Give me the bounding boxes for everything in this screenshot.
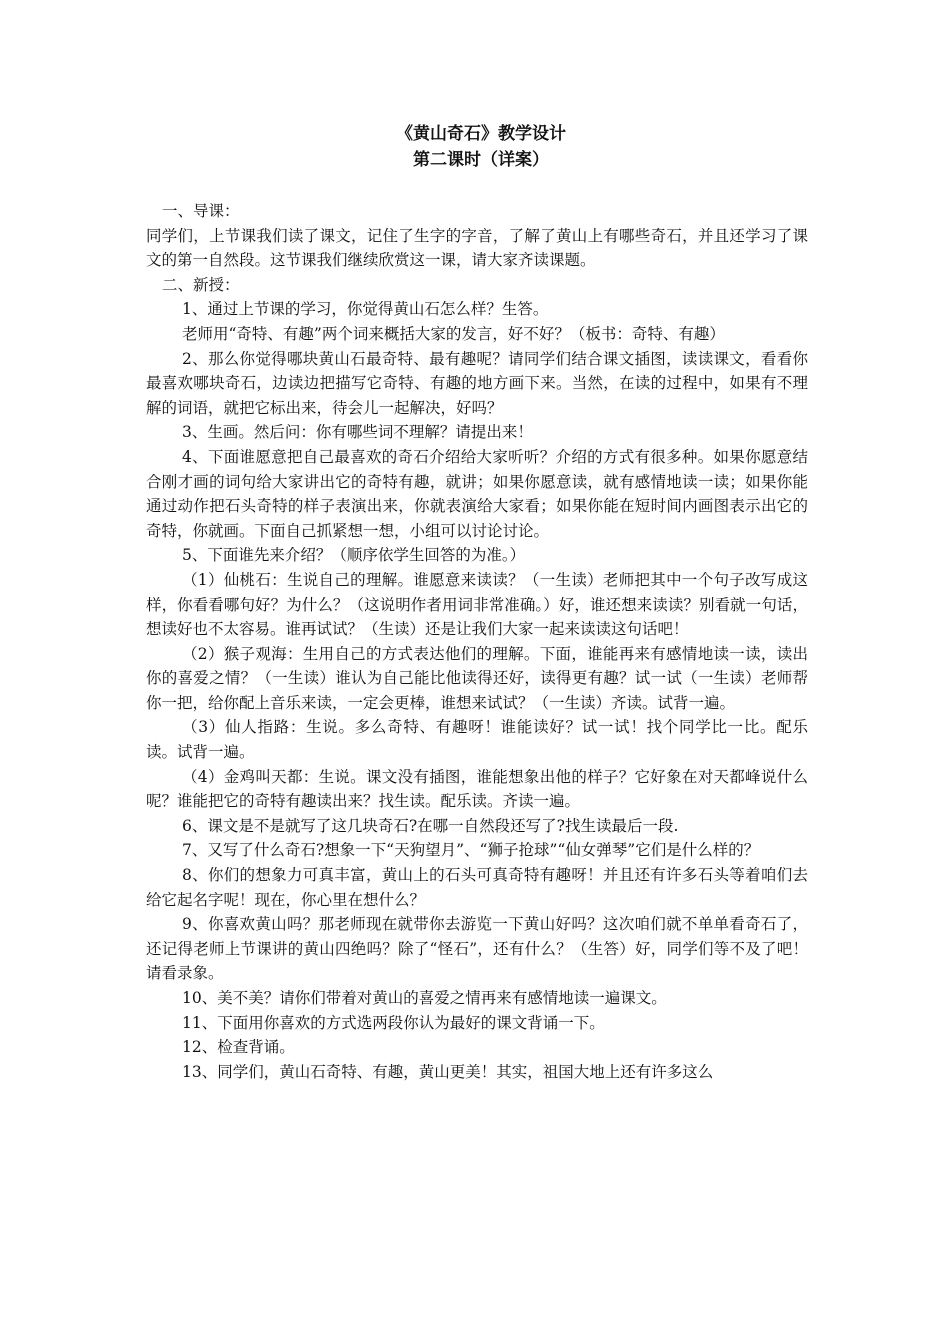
paragraph: 5、下面谁先来介绍？（顺序依学生回答的为准。） — [182, 546, 526, 565]
paragraph: 7、又写了什么奇石?想象一下“天狗望月”、“狮子抢球”“仙女弹琴”它们是什么样的？ — [182, 841, 760, 860]
paragraph: 2、那么你觉得哪块黄山石最奇特、最有趣呢？请同学们结合课文插图，读读课文，看看你最喜欢哪块奇石，边读边把描写它奇特、有趣的地方画下来。当然，在读的过程中，如果有不理解的词语，就把它标出来，待会儿一起解决，好吗？ — [146, 349, 808, 417]
paragraph: （1）仙桃石：生说自己的理解。谁愿意来读读？（一生读）老师把其中一个句子改写成这样，你看看哪句好？为什么？（这说明作者用词非常准确。）好，谁还想来读读？别看就一句话，想读好也不太容易。谁再试试？（生读）还是让我们大家一起来读读这句话吧！ — [146, 570, 808, 639]
paragraph: 同学们，上节课我们读了课文，记住了生字的字音，了解了黄山上有哪些奇石，并且还学习了课文的第一自然段。这节课我们继续欣赏这一课，请大家齐读课题。 — [146, 226, 808, 270]
document-title: 《黄山奇石》教学设计 — [396, 124, 566, 144]
section-heading-intro: 一、导课： — [162, 202, 240, 220]
paragraph: 13、同学们，黄山石奇特、有趣，黄山更美！其实，祖国大地上还有许多这么 — [182, 1062, 714, 1081]
paragraph: 11、下面用你喜欢的方式选两段你认为最好的课文背诵一下。 — [182, 1013, 605, 1032]
paragraph: 老师用“奇特、有趣”两个词来概括大家的发言，好不好？（板书：奇特、有趣） — [182, 324, 725, 343]
paragraph: 4、下面谁愿意把自己最喜欢的奇石介绍给大家听听？介绍的方式有很多种。如果你愿意结合刚才画的词句给大家讲出它的奇特有趣，就讲；如果你愿意读，就有感情地读一读；如果你能通过动作把石头奇特的样子表演出来，你就表演给大家看；如果你能在短时间内画图表示出它的奇特，你就画。下面自己抓紧想一想，小组可以讨论讨论。 — [146, 447, 808, 540]
document-subtitle: 第二课时（详案） — [413, 150, 549, 170]
paragraph: 8、你们的想象力可真丰富，黄山上的石头可真奇特有趣呀！并且还有许多石头等着咱们去给它起名字呢！现在，你心里在想什么？ — [146, 866, 808, 909]
paragraph: 1、通过上节课的学习，你觉得黄山石怎么样？生答。 — [182, 300, 549, 319]
paragraph: 10、美不美？请你们带着对黄山的喜爱之情再来有感情地读一遍课文。 — [182, 989, 667, 1007]
paragraph: 12、检查背诵。 — [182, 1038, 295, 1057]
paragraph: （2）猴子观海：生用自己的方式表达他们的理解。下面，谁能再来有感情地读一读，读出你的喜爱之情？（一生读）谁认为自己能比他读得还好，读得更有趣？试一试（一生读）老师帮你一把，给你配上音乐来读，一定会更棒，谁想来试试？（一生读）齐读。试背一遍。 — [146, 644, 808, 712]
paragraph: （4）金鸡叫天都：生说。课文没有插图，谁能想象出他的样子？它好象在对天都峰说什么呢？谁能把它的奇特有趣读出来？找生读。配乐读。齐读一遍。 — [146, 767, 808, 811]
document-body — [146, 121, 808, 1084]
paragraph: 6、课文是不是就写了这几块奇石?在哪一自然段还写了?找生读最后一段. — [182, 816, 679, 835]
section-heading-new: 二、新授： — [162, 275, 240, 294]
paragraph: （3）仙人指路：生说。多么奇特、有趣呀！谁能读好？试一试！找个同学比一比。配乐读。试背一遍。 — [146, 718, 808, 762]
paragraph: 9、你喜欢黄山吗？那老师现在就带你去游览一下黄山好吗？这次咱们就不单单看奇石了，还记得老师上节课讲的黄山四绝吗？除了“怪石”，还有什么？（生答）好，同学们等不及了吧！请看录象。 — [146, 915, 808, 983]
paragraph: 3、生画。然后问：你有哪些词不理解？请提出来！ — [182, 423, 533, 442]
